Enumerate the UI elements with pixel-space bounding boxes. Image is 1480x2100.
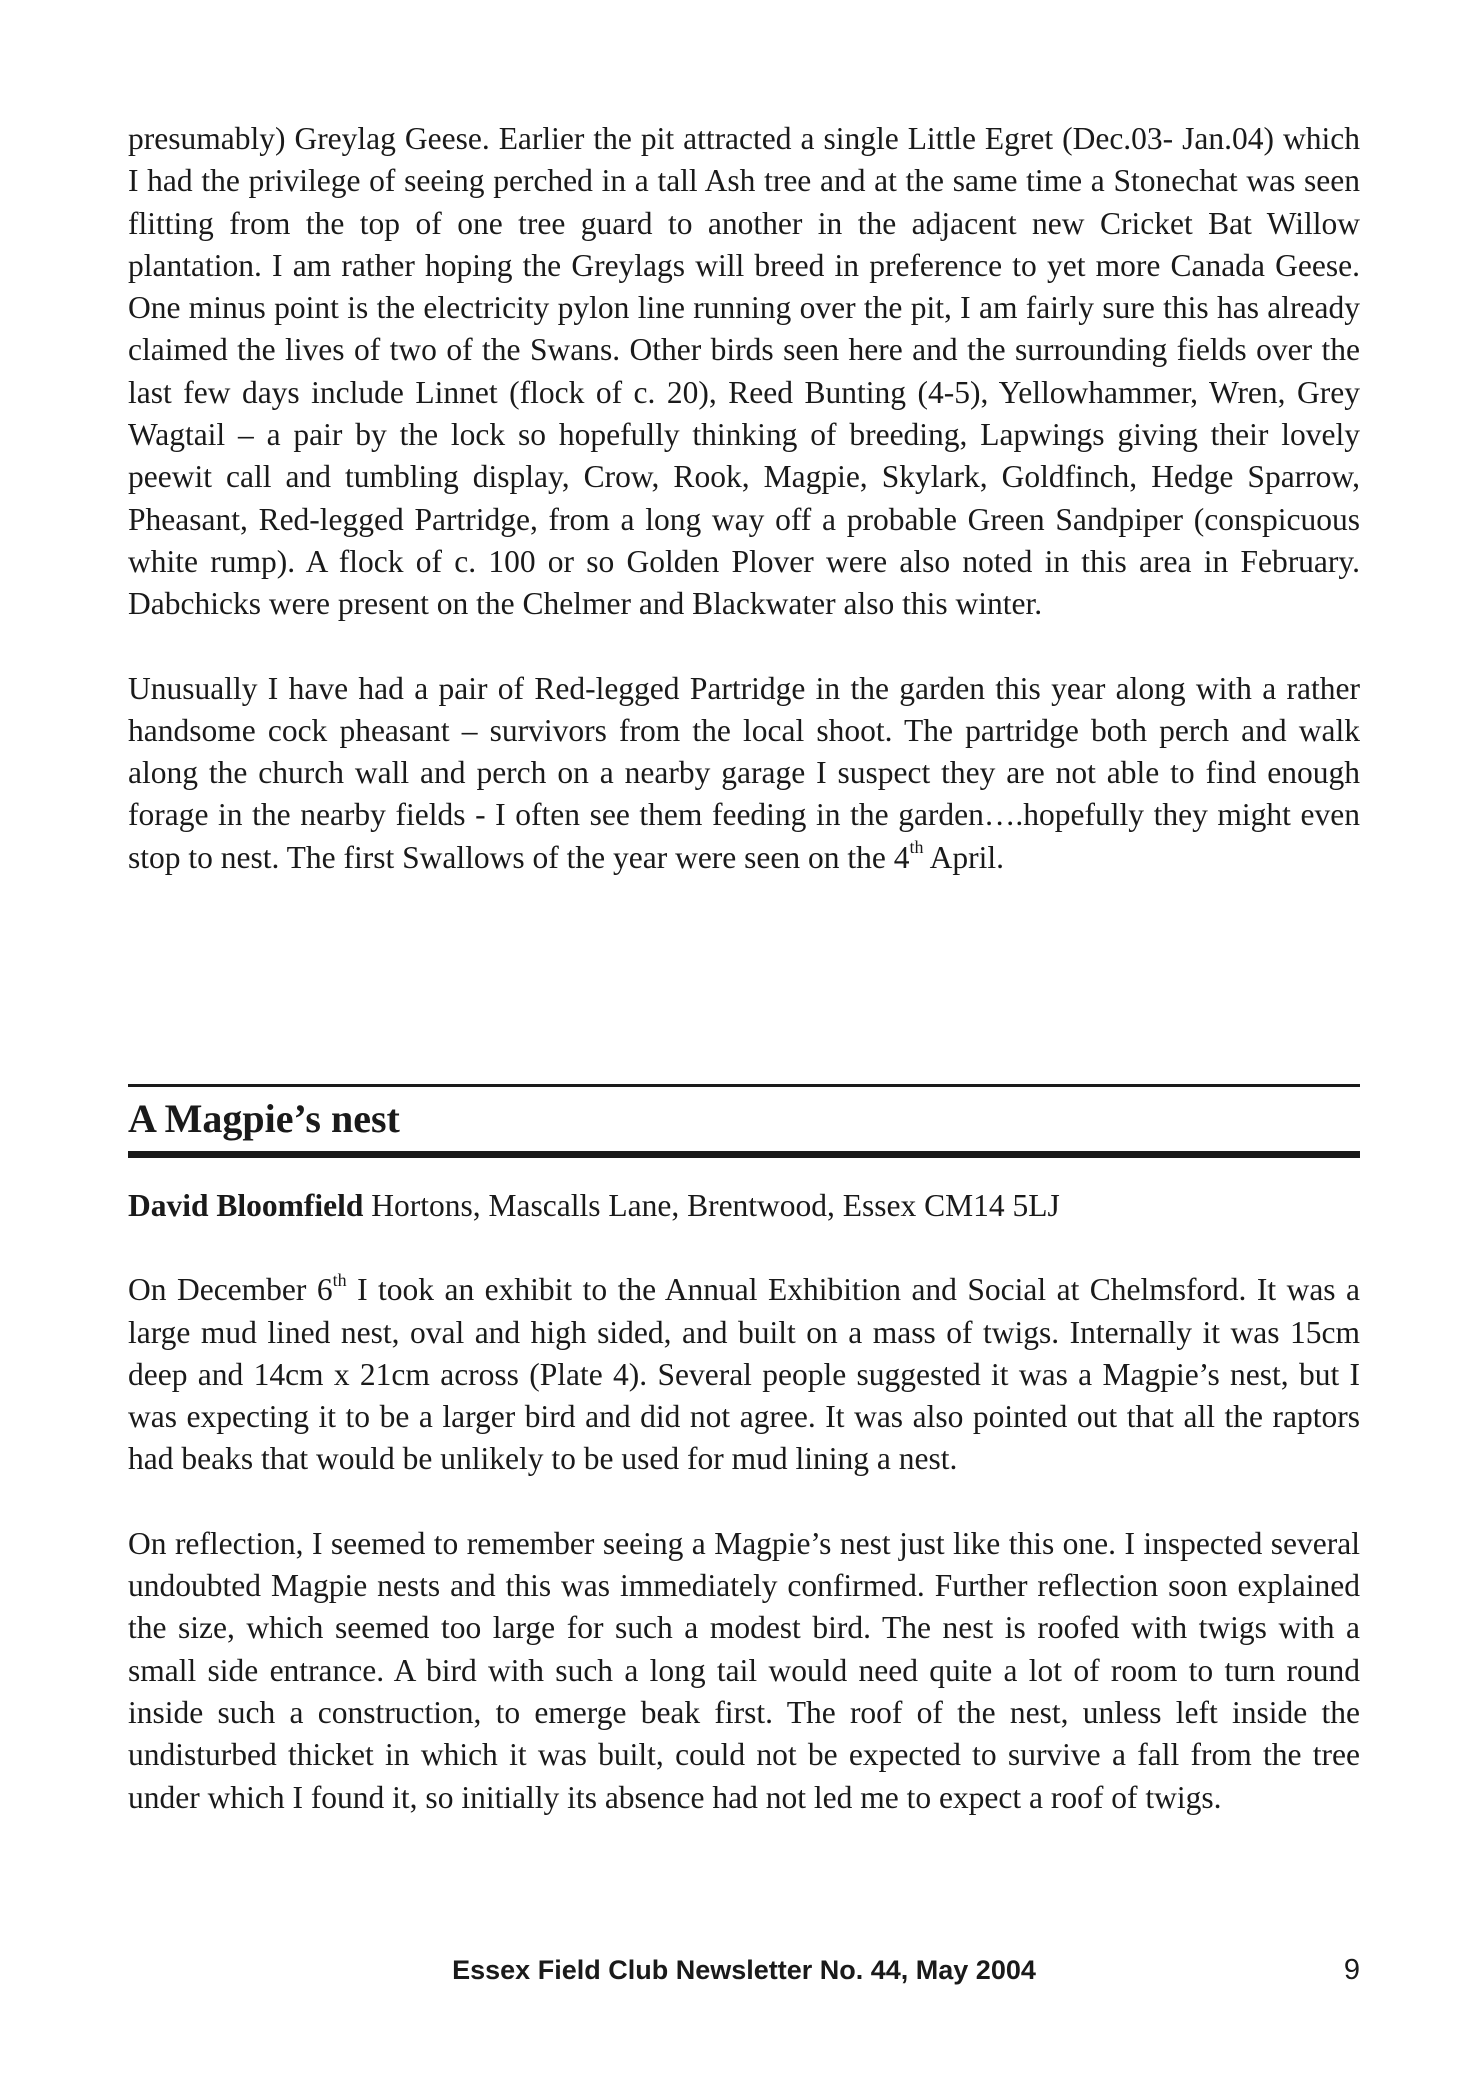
article-body bbox=[128, 1185, 1360, 1819]
article-heading: A Magpie’s nest bbox=[128, 1096, 400, 1141]
article-header bbox=[128, 1084, 1360, 1158]
author-address: Hortons, Mascalls Lane, Brentwood, Essex CM14 5LJ bbox=[363, 1188, 1060, 1223]
body-paragraph: On reflection, I seemed to remember seeing a Magpie’s nest just like this one. I inspected several undoubted Magpie nests and this was immediately confirmed. Further reflection soon explained the size, which seemed too large for such a modest bird. The nest is roofed with twigs with a small side entrance. A bird with such a long tail would need quite a lot of room to turn round inside such a construction, to emerge beak first. The roof of the nest, unless left inside the undisturbed thicket in which it was built, could not be expected to survive a fall from the tree under which I found it, so initially its absence had not led me to expect a roof of twigs. bbox=[128, 1525, 1360, 1815]
ordinal-suffix: th bbox=[909, 837, 924, 858]
paragraph-gap bbox=[128, 626, 1360, 668]
body-paragraph: presumably) Greylag Geese. Earlier the pit attracted a single Little Egret (Dec.03- Jan.04) which I had the privilege of seeing perched in a tall Ash tree and at the same time a Stonechat was seen flitting from the top of one tree guard to another in the adjacent new Cricket Bat Willow plantation. I am rather hoping the Greylags will breed in preference to yet more Canada Geese. One minus point is the electricity pylon line running over the pit, I am fairly sure this has already claimed the lives of two of the Swans. Other birds seen here and the surrounding fields over the last few days include Linnet (flock of c. 20), Reed Bunting (4-5), Yellowhammer, Wren, Grey Wagtail – a pair by the lock so hopefully thinking of breeding, Lapwings giving their lovely peewit call and tumbling display, Crow, Rook, Magpie, Skylark, Goldfinch, Hedge Sparrow, Pheasant, Red-legged Partridge, from a long way off a probable Green Sandpiper (conspicuous white rump). A flock of c. 100 or so Golden Plover were also noted in this area in February. Dabchicks were present on the Chelmer and Blackwater also this winter. bbox=[128, 121, 1360, 622]
paragraph-gap bbox=[128, 1481, 1360, 1523]
page-footer bbox=[128, 1950, 1360, 1990]
body-paragraph bbox=[128, 1269, 1360, 1480]
continued-article bbox=[128, 118, 1360, 879]
author-byline bbox=[128, 1185, 1360, 1227]
ordinal-suffix: th bbox=[332, 1269, 347, 1290]
paragraph-text: Unusually I have had a pair of Red-legged Partridge in the garden this year along with a rather handsome cock pheasant – survivors from the local shoot. The partridge both perch and walk along the church wall and perch on a nearby garage I suspect they are not able to find enough forage in the nearby fields - I often see them feeding in the garden….hopefully they might even stop to nest. The first Swallows of the year were seen on the 4 bbox=[128, 670, 1360, 875]
paragraph-gap bbox=[128, 1227, 1360, 1269]
newsletter-title: Essex Field Club Newsletter No. 44, May 2004 bbox=[452, 1955, 1036, 1985]
author-name: David Bloomfield bbox=[128, 1188, 364, 1223]
page-number: 9 bbox=[1343, 1954, 1360, 1986]
heading-bottom-rule bbox=[128, 1151, 1360, 1158]
paragraph-text: I took an exhibit to the Annual Exhibition and Social at Chelmsford. It was a large mud lined nest, oval and high sided, and built on a mass of twigs. Internally it was 15cm deep and 14cm x 21cm across (Plate 4). Several people suggested it was a Magpie’s nest, but I was expecting it to be a larger bird and did not agree. It was also pointed out that all the raptors had beaks that would be unlikely to be used for mud lining a nest. bbox=[128, 1272, 1360, 1477]
body-paragraph bbox=[128, 668, 1360, 879]
paragraph-text: On December 6 bbox=[128, 1272, 333, 1308]
paragraph-text: April. bbox=[923, 839, 1005, 875]
